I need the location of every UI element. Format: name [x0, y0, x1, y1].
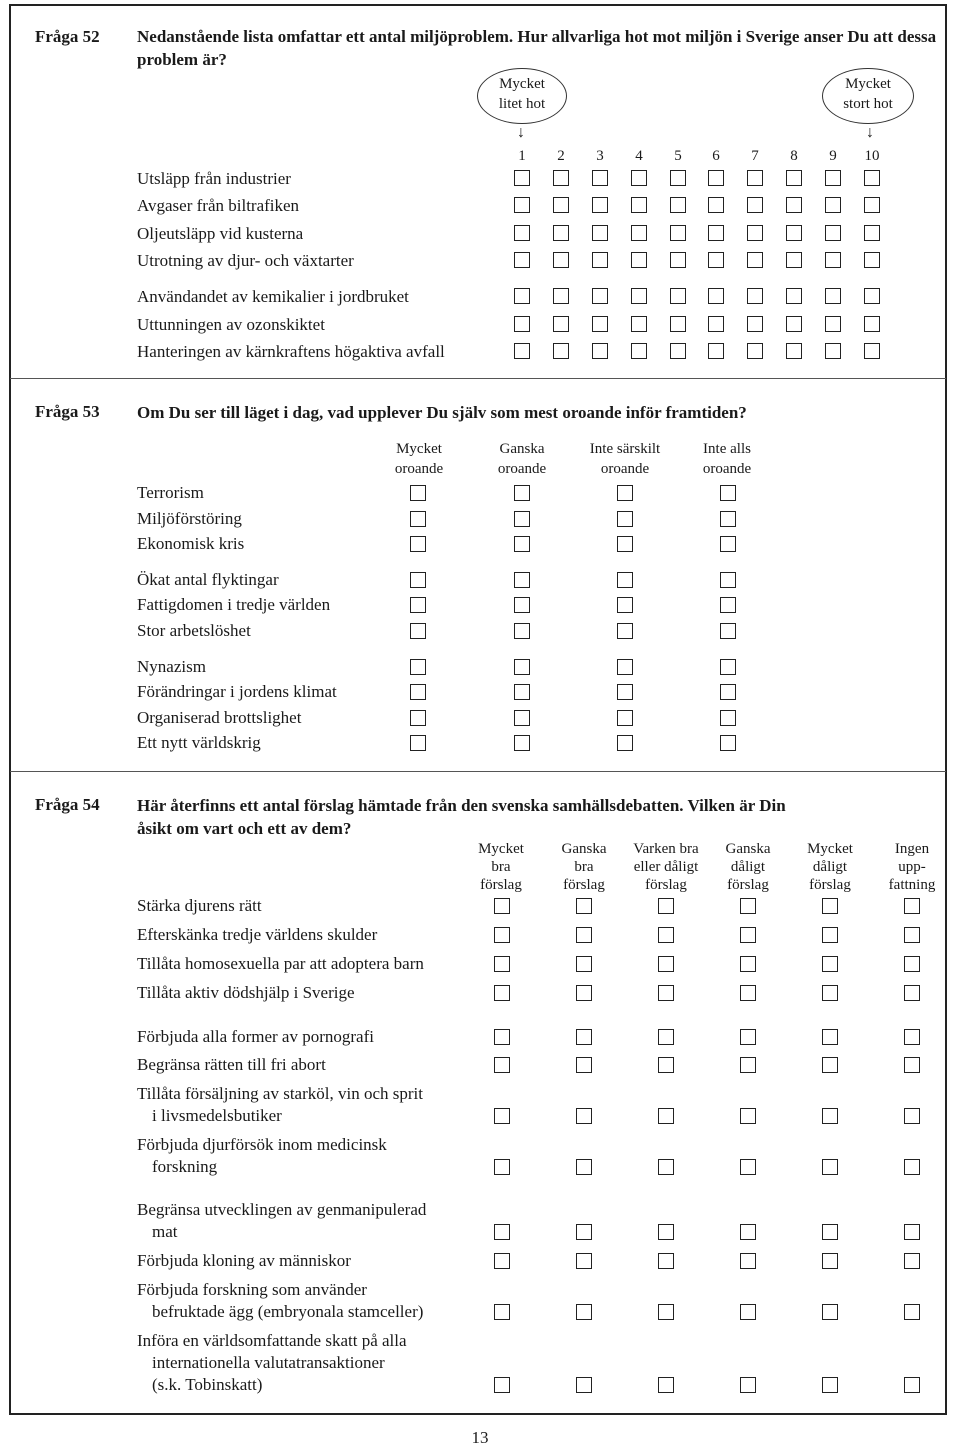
page-number: 13 — [471, 1428, 489, 1447]
checkbox[interactable] — [720, 572, 736, 588]
checkbox[interactable] — [747, 170, 763, 186]
q53-item-label: Stor arbetslöshet — [137, 621, 251, 640]
checkbox[interactable] — [822, 1029, 838, 1045]
q53-column-header — [570, 439, 680, 479]
checkbox[interactable] — [786, 343, 802, 359]
checkbox[interactable] — [658, 1159, 674, 1175]
scale-number: 4 — [635, 148, 643, 164]
header-line: bra — [574, 859, 594, 875]
checkbox[interactable] — [822, 1253, 838, 1269]
checkbox[interactable] — [904, 1029, 920, 1045]
checkbox[interactable] — [576, 985, 592, 1001]
header-line: förslag — [645, 877, 687, 893]
checkbox[interactable] — [494, 898, 510, 914]
header-line: förslag — [809, 877, 851, 893]
checkbox[interactable] — [658, 956, 674, 972]
checkbox[interactable] — [708, 288, 724, 304]
q52-item-label: Avgaser från biltrafiken — [137, 196, 300, 215]
checkbox[interactable] — [720, 623, 736, 639]
checkbox[interactable] — [576, 1029, 592, 1045]
q54-item-label: Efterskänka tredje världens skulder — [137, 925, 378, 944]
checkbox[interactable] — [670, 170, 686, 186]
checkbox[interactable] — [822, 1057, 838, 1073]
checkbox[interactable] — [786, 170, 802, 186]
q53-item-label: Terrorism — [137, 483, 204, 502]
q53-item-label: Ett nytt världskrig — [137, 733, 261, 752]
checkbox[interactable] — [864, 252, 880, 268]
checkbox[interactable] — [514, 536, 530, 552]
checkbox[interactable] — [822, 927, 838, 943]
q54-item-label: forskning — [152, 1157, 218, 1176]
checkbox[interactable] — [514, 197, 530, 213]
header-line: Mycket — [478, 841, 524, 857]
scale-number: 2 — [557, 148, 565, 164]
header-line: bra — [491, 859, 511, 875]
checkbox[interactable] — [576, 1377, 592, 1393]
checkbox[interactable] — [786, 252, 802, 268]
q52-high-label-2: stort hot — [843, 96, 893, 112]
checkbox[interactable] — [410, 623, 426, 639]
checkbox[interactable] — [670, 225, 686, 241]
checkbox[interactable] — [494, 1108, 510, 1124]
scale-number: 3 — [596, 148, 604, 164]
checkbox[interactable] — [747, 288, 763, 304]
scale-number: 8 — [790, 148, 798, 164]
q53-label: Fråga 53 — [35, 402, 100, 421]
q54-label: Fråga 54 — [35, 795, 100, 814]
checkbox[interactable] — [747, 197, 763, 213]
checkbox[interactable] — [740, 927, 756, 943]
header-line: Inte särskilt — [589, 441, 661, 457]
checkbox[interactable] — [576, 927, 592, 943]
checkbox[interactable] — [904, 1377, 920, 1393]
checkbox[interactable] — [410, 536, 426, 552]
checkbox[interactable] — [864, 316, 880, 332]
checkbox[interactable] — [617, 659, 633, 675]
checkbox[interactable] — [658, 1253, 674, 1269]
checkbox[interactable] — [617, 623, 633, 639]
checkbox[interactable] — [740, 1253, 756, 1269]
q52-question: Nedanstående lista omfattar ett antal miljöproblem. Hur allvarliga hot mot miljön i Sverige anser Du att dessa problem är? — [137, 27, 937, 69]
q52-item-label: Användandet av kemikalier i jordbruket — [137, 287, 409, 306]
q54-column-header — [456, 840, 546, 894]
checkbox[interactable] — [822, 985, 838, 1001]
q54-item-label: Förbjuda kloning av människor — [137, 1251, 351, 1270]
checkbox[interactable] — [592, 316, 608, 332]
checkbox[interactable] — [720, 511, 736, 527]
checkbox[interactable] — [740, 1224, 756, 1240]
checkbox[interactable] — [576, 956, 592, 972]
checkbox[interactable] — [592, 288, 608, 304]
q54-question-line2: åsikt om vart och ett av dem? — [137, 819, 352, 838]
arrow-down-icon: ↓ — [866, 124, 874, 141]
q53-column-header — [467, 439, 577, 479]
checkbox[interactable] — [708, 225, 724, 241]
checkbox[interactable] — [617, 684, 633, 700]
checkbox[interactable] — [553, 343, 569, 359]
divider — [10, 378, 946, 379]
checkbox[interactable] — [410, 735, 426, 751]
q52-low-anchor — [477, 68, 567, 124]
checkbox[interactable] — [864, 343, 880, 359]
checkbox[interactable] — [410, 710, 426, 726]
checkbox[interactable] — [410, 597, 426, 613]
checkbox[interactable] — [514, 225, 530, 241]
checkbox[interactable] — [553, 288, 569, 304]
header-line: Inte alls — [703, 441, 751, 457]
scale-number: 7 — [751, 148, 759, 164]
checkbox[interactable] — [822, 956, 838, 972]
scale-number: 5 — [674, 148, 682, 164]
checkbox[interactable] — [747, 316, 763, 332]
checkbox[interactable] — [747, 252, 763, 268]
q53-item-label: Nynazism — [137, 657, 206, 676]
checkbox[interactable] — [631, 288, 647, 304]
checkbox[interactable] — [617, 735, 633, 751]
q53-item-label: Ekonomisk kris — [137, 534, 245, 553]
checkbox[interactable] — [553, 252, 569, 268]
checkbox[interactable] — [410, 485, 426, 501]
scale-number: 10 — [864, 148, 880, 164]
checkbox[interactable] — [514, 659, 530, 675]
checkbox[interactable] — [864, 225, 880, 241]
checkbox[interactable] — [740, 985, 756, 1001]
checkbox[interactable] — [658, 985, 674, 1001]
header-line: oroande — [600, 461, 650, 477]
checkbox[interactable] — [658, 1304, 674, 1320]
checkbox[interactable] — [740, 1304, 756, 1320]
checkbox[interactable] — [410, 659, 426, 675]
checkbox[interactable] — [904, 1224, 920, 1240]
header-line: förslag — [727, 877, 769, 893]
checkbox[interactable] — [708, 170, 724, 186]
checkbox[interactable] — [631, 225, 647, 241]
checkbox[interactable] — [822, 1377, 838, 1393]
checkbox[interactable] — [904, 927, 920, 943]
checkbox[interactable] — [592, 252, 608, 268]
checkbox[interactable] — [514, 735, 530, 751]
arrow-down-icon: ↓ — [517, 124, 525, 141]
q54-question-line1: Här återfinns ett antal förslag hämtade från den svenska samhällsdebatten. Vilken är Din — [137, 796, 786, 815]
q54-column-header — [785, 840, 875, 894]
checkbox[interactable] — [864, 197, 880, 213]
checkbox[interactable] — [904, 1159, 920, 1175]
checkbox[interactable] — [576, 1224, 592, 1240]
checkbox[interactable] — [658, 1377, 674, 1393]
checkbox[interactable] — [494, 1159, 510, 1175]
checkbox[interactable] — [494, 1377, 510, 1393]
checkbox[interactable] — [576, 1108, 592, 1124]
checkbox[interactable] — [822, 1304, 838, 1320]
q54-item-label: Stärka djurens rätt — [137, 896, 262, 915]
checkbox[interactable] — [904, 1304, 920, 1320]
checkbox[interactable] — [631, 343, 647, 359]
checkbox[interactable] — [658, 1029, 674, 1045]
q54-item-label: (s.k. Tobinskatt) — [152, 1375, 263, 1394]
checkbox[interactable] — [740, 898, 756, 914]
header-line: Varken bra — [633, 841, 699, 857]
checkbox[interactable] — [576, 1304, 592, 1320]
q52-item-label: Hanteringen av kärnkraftens högaktiva avfall — [137, 342, 445, 361]
header-line: oroande — [497, 461, 547, 477]
checkbox[interactable] — [494, 1029, 510, 1045]
checkbox[interactable] — [864, 288, 880, 304]
checkbox[interactable] — [825, 252, 841, 268]
header-line: oroande — [702, 461, 752, 477]
checkbox[interactable] — [514, 572, 530, 588]
checkbox[interactable] — [514, 684, 530, 700]
checkbox[interactable] — [720, 735, 736, 751]
checkbox[interactable] — [720, 597, 736, 613]
checkbox[interactable] — [720, 659, 736, 675]
checkbox[interactable] — [786, 197, 802, 213]
scale-number: 9 — [829, 148, 837, 164]
checkbox[interactable] — [617, 597, 633, 613]
checkbox[interactable] — [592, 343, 608, 359]
header-line: förslag — [480, 877, 522, 893]
checkbox[interactable] — [410, 572, 426, 588]
checkbox[interactable] — [576, 898, 592, 914]
checkbox[interactable] — [617, 710, 633, 726]
q53-question: Om Du ser till läget i dag, vad upplever Du själv som mest oroande inför framtiden? — [137, 403, 747, 422]
checkbox[interactable] — [670, 343, 686, 359]
q54-item-label: Begränsa rätten till fri abort — [137, 1055, 326, 1074]
checkbox[interactable] — [514, 252, 530, 268]
q52-low-label-2: litet hot — [498, 96, 546, 112]
checkbox[interactable] — [494, 927, 510, 943]
q52-high-label-1: Mycket — [845, 76, 891, 92]
q53-item-label: Organiserad brottslighet — [137, 708, 302, 727]
checkbox[interactable] — [822, 1159, 838, 1175]
checkbox[interactable] — [494, 985, 510, 1001]
q52-item-label: Utsläpp från industrier — [137, 169, 291, 188]
checkbox[interactable] — [786, 316, 802, 332]
scale-number: 1 — [518, 148, 526, 164]
checkbox[interactable] — [631, 170, 647, 186]
checkbox[interactable] — [825, 170, 841, 186]
checkbox[interactable] — [708, 252, 724, 268]
header-line: Mycket — [807, 841, 853, 857]
checkbox[interactable] — [822, 898, 838, 914]
checkbox[interactable] — [617, 572, 633, 588]
header-line: Ganska — [725, 841, 771, 857]
header-line: fattning — [888, 877, 936, 893]
checkbox[interactable] — [494, 1304, 510, 1320]
checkbox[interactable] — [494, 1253, 510, 1269]
q54-item-label: Förbjuda alla former av pornografi — [137, 1027, 374, 1046]
checkbox[interactable] — [658, 1108, 674, 1124]
checkbox[interactable] — [553, 197, 569, 213]
scale-number: 6 — [712, 148, 720, 164]
checkbox[interactable] — [553, 225, 569, 241]
checkbox[interactable] — [658, 1224, 674, 1240]
checkbox[interactable] — [904, 985, 920, 1001]
checkbox[interactable] — [592, 170, 608, 186]
checkbox[interactable] — [786, 288, 802, 304]
checkbox[interactable] — [670, 197, 686, 213]
q54-item-label: internationella valutatransaktioner — [152, 1353, 385, 1372]
q54-item-label: Införa en världsomfattande skatt på alla — [137, 1331, 407, 1350]
checkbox[interactable] — [708, 197, 724, 213]
checkbox[interactable] — [904, 1253, 920, 1269]
checkbox[interactable] — [514, 485, 530, 501]
q53-item-label: Förändringar i jordens klimat — [137, 682, 337, 701]
checkbox[interactable] — [747, 225, 763, 241]
checkbox[interactable] — [720, 684, 736, 700]
q54-column-header — [621, 840, 711, 894]
checkbox[interactable] — [740, 1029, 756, 1045]
q52-item-label: Oljeutsläpp vid kusterna — [137, 224, 304, 243]
checkbox[interactable] — [740, 956, 756, 972]
checkbox[interactable] — [494, 1224, 510, 1240]
checkbox[interactable] — [708, 316, 724, 332]
header-line: Ganska — [499, 441, 545, 457]
header-line: eller dåligt — [633, 859, 699, 875]
checkbox[interactable] — [631, 316, 647, 332]
q54-column-header — [867, 840, 957, 894]
q54-item-label: Tillåta försäljning av starköl, vin och sprit — [137, 1084, 423, 1103]
q54-item-label: Tillåta homosexuella par att adoptera barn — [137, 954, 424, 973]
q54-item-label: Tillåta aktiv dödshjälp i Sverige — [137, 983, 355, 1002]
checkbox[interactable] — [617, 536, 633, 552]
q54-item-label: mat — [152, 1222, 178, 1241]
header-line: Mycket — [396, 441, 442, 457]
checkbox[interactable] — [514, 623, 530, 639]
checkbox[interactable] — [410, 684, 426, 700]
q53-column-header — [672, 439, 782, 479]
checkbox[interactable] — [410, 511, 426, 527]
checkbox[interactable] — [720, 536, 736, 552]
checkbox[interactable] — [592, 225, 608, 241]
q53-column-header — [364, 439, 474, 479]
header-line: förslag — [563, 877, 605, 893]
checkbox[interactable] — [740, 1159, 756, 1175]
checkbox[interactable] — [740, 1057, 756, 1073]
checkbox[interactable] — [658, 1057, 674, 1073]
q54-item-label: Förbjuda djurförsök inom medicinsk — [137, 1135, 387, 1154]
checkbox[interactable] — [658, 898, 674, 914]
header-line: oroande — [394, 461, 444, 477]
checkbox[interactable] — [825, 288, 841, 304]
checkbox[interactable] — [553, 170, 569, 186]
checkbox[interactable] — [576, 1159, 592, 1175]
q54-item-label: i livsmedelsbutiker — [152, 1106, 282, 1125]
checkbox[interactable] — [592, 197, 608, 213]
checkbox[interactable] — [494, 1057, 510, 1073]
checkbox[interactable] — [864, 170, 880, 186]
checkbox[interactable] — [825, 197, 841, 213]
checkbox[interactable] — [631, 197, 647, 213]
checkbox[interactable] — [670, 252, 686, 268]
checkbox[interactable] — [904, 898, 920, 914]
header-line: upp- — [898, 859, 926, 875]
q52-label: Fråga 52 — [35, 27, 100, 46]
checkbox[interactable] — [747, 343, 763, 359]
checkbox[interactable] — [904, 956, 920, 972]
checkbox[interactable] — [904, 1057, 920, 1073]
checkbox[interactable] — [825, 225, 841, 241]
checkbox[interactable] — [740, 1108, 756, 1124]
checkbox[interactable] — [514, 343, 530, 359]
checkbox[interactable] — [720, 485, 736, 501]
q54-column-header — [539, 840, 629, 894]
q53-item-label: Fattigdomen i tredje världen — [137, 595, 331, 614]
checkbox[interactable] — [576, 1057, 592, 1073]
header-line: Ingen — [894, 841, 930, 857]
q52-low-label-1: Mycket — [499, 76, 545, 92]
q53-item-label: Ökat antal flyktingar — [137, 570, 279, 589]
q54-column-header — [703, 840, 793, 894]
q54-item-label: Förbjuda forskning som använder — [137, 1280, 367, 1299]
checkbox[interactable] — [514, 597, 530, 613]
checkbox[interactable] — [786, 225, 802, 241]
checkbox[interactable] — [514, 170, 530, 186]
q54-item-label: Begränsa utvecklingen av genmanipulerad — [137, 1200, 427, 1219]
header-line: dåligt — [730, 859, 766, 875]
checkbox[interactable] — [670, 316, 686, 332]
q52-item-label: Uttunningen av ozonskiktet — [137, 315, 325, 334]
checkbox[interactable] — [631, 252, 647, 268]
checkbox[interactable] — [514, 710, 530, 726]
checkbox[interactable] — [617, 485, 633, 501]
q53-item-label: Miljöförstöring — [137, 509, 242, 528]
checkbox[interactable] — [740, 1377, 756, 1393]
checkbox[interactable] — [658, 927, 674, 943]
checkbox[interactable] — [514, 288, 530, 304]
checkbox[interactable] — [553, 316, 569, 332]
checkbox[interactable] — [825, 343, 841, 359]
checkbox[interactable] — [514, 511, 530, 527]
header-line: Ganska — [561, 841, 607, 857]
divider — [10, 771, 946, 772]
checkbox[interactable] — [720, 710, 736, 726]
header-line: dåligt — [812, 859, 848, 875]
q54-item-label: befruktade ägg (embryonala stamceller) — [152, 1302, 424, 1321]
q52-item-label: Utrotning av djur- och växtarter — [137, 251, 354, 270]
q52-high-anchor — [822, 68, 914, 124]
checkbox[interactable] — [822, 1224, 838, 1240]
checkbox[interactable] — [576, 1253, 592, 1269]
checkbox[interactable] — [670, 288, 686, 304]
checkbox[interactable] — [822, 1108, 838, 1124]
checkbox[interactable] — [825, 316, 841, 332]
checkbox[interactable] — [514, 316, 530, 332]
checkbox[interactable] — [708, 343, 724, 359]
checkbox[interactable] — [617, 511, 633, 527]
checkbox[interactable] — [904, 1108, 920, 1124]
checkbox[interactable] — [494, 956, 510, 972]
